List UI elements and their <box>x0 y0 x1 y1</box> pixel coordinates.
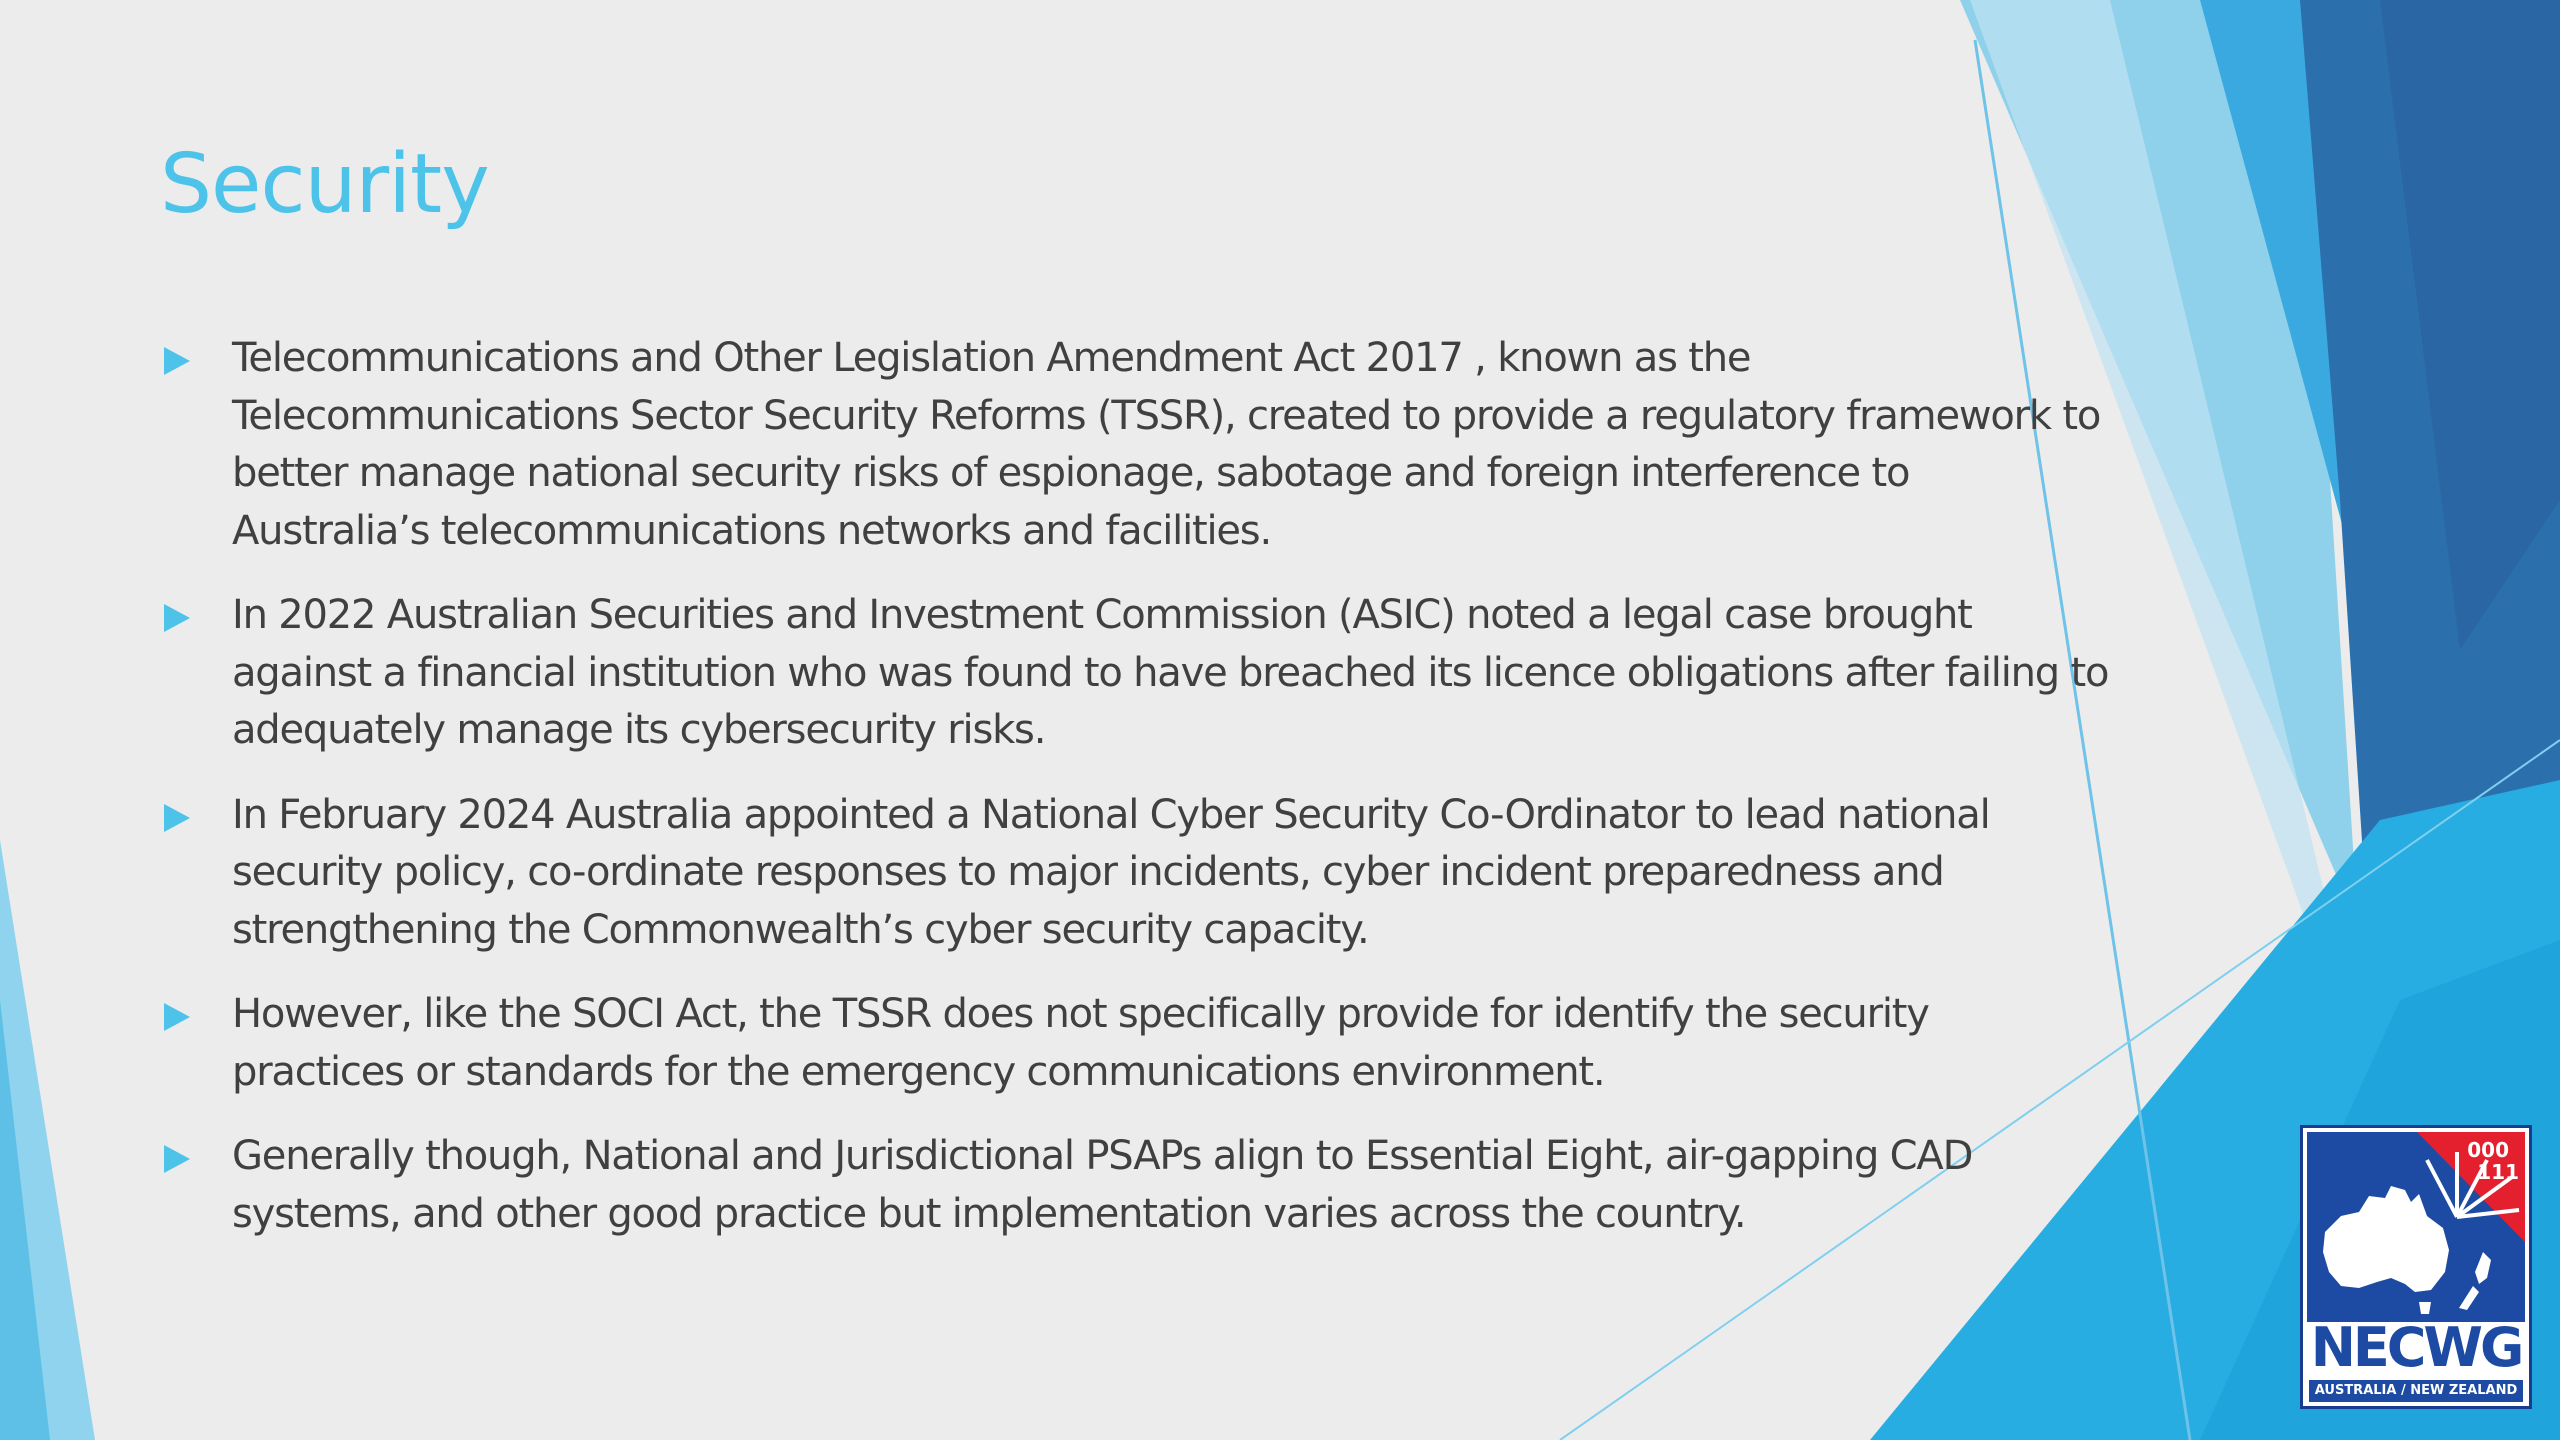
bullet-item-asic <box>160 587 2110 760</box>
triangle-bullet-icon <box>164 347 190 375</box>
triangle-bullet-icon <box>164 1145 190 1173</box>
bullet-list <box>160 330 2110 1270</box>
bullet-text: Generally though, National and Jurisdictional PSAPs align to Essential Eight, air-gapping CAD systems, and other good practice but implementation varies across the country. <box>232 1133 1973 1237</box>
bullet-text: Telecommunications and Other Legislation Amendment Act 2017 , known as the Telecommunications Sector Security Reforms (TSSR), created to provide a regulatory framework to better manage national security risks of espionage, sabotage and foreign interference to Australia’s telecommunications networks and facilities. <box>232 335 2101 554</box>
bullet-text: In February 2024 Australia appointed a National Cyber Security Co-Ordinator to lead national security policy, co-ordinate responses to major incidents, cyber incident preparedness and strengthening the Commonwealth’s cyber security capacity. <box>232 791 1990 953</box>
logo-number-top: 000 <box>2467 1138 2509 1162</box>
triangle-bullet-icon <box>164 604 190 632</box>
logo-subtitle: AUSTRALIA / NEW ZEALAND <box>2309 1380 2523 1402</box>
logo-number-bottom: 111 <box>2477 1160 2519 1184</box>
triangle-bullet-icon <box>164 1003 190 1031</box>
logo-name: NECWG <box>2310 1316 2522 1379</box>
slide-title: Security <box>160 137 489 232</box>
bullet-text: In 2022 Australian Securities and Investment Commission (ASIC) noted a legal case brought against a financial institution who was found to have breached its licence obligations after failing to adequately manage its cybersecurity risks. <box>232 592 2109 753</box>
triangle-bullet-icon <box>164 804 190 832</box>
bullet-text: However, like the SOCI Act, the TSSR does not specifically provide for identify the security practices or standards for the emergency communications environment. <box>232 991 1929 1095</box>
bullet-item-tssr <box>160 330 2110 560</box>
necwg-logo <box>2300 1125 2532 1409</box>
bullet-item-cyber-coordinator <box>160 787 2110 960</box>
bullet-item-psaps <box>160 1128 2110 1243</box>
bullet-item-soci <box>160 986 2110 1101</box>
